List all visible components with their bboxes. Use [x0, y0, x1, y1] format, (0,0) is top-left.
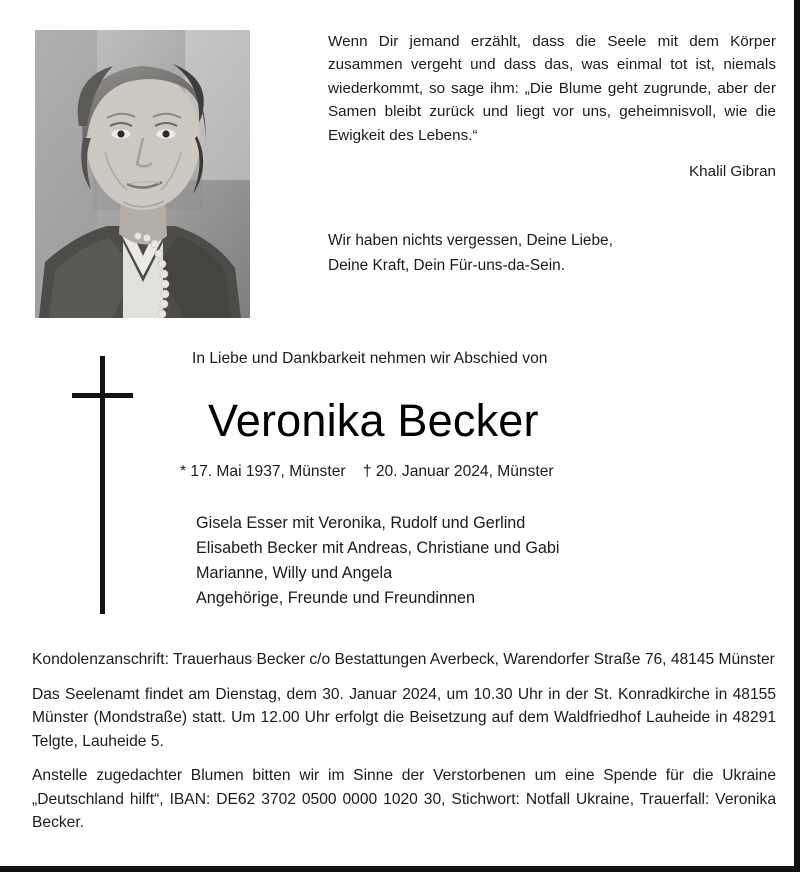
memory-line-1: Wir haben nichts vergessen, Deine Liebe, [328, 232, 613, 249]
survivors-list [196, 511, 680, 611]
lead-in-text: In Liebe und Dankbarkeit nehmen wir Abschied von [192, 350, 548, 367]
memorial-block [150, 348, 680, 611]
list-item: Angehörige, Freunde und Freundinnen [196, 589, 475, 607]
list-item: Marianne, Willy und Angela [196, 564, 393, 582]
cross-horizontal-beam [72, 393, 133, 398]
life-dates: * 17. Mai 1937, Münster † 20. Januar 2024, Münster [180, 463, 554, 480]
list-item: Elisabeth Becker mit Andreas, Christiane und Gabi [196, 539, 560, 557]
quote-text: Wenn Dir jemand erzählt, dass die Seele mit dem Körper zusammen vergeht und dass das, was einmal tot ist, niemals wiederkommt, so sage ihm: „Die Blume geht zugrunde, aber der Samen bleibt zurück und liegt vor uns, geheimnisvoll, wie die Ewigkeit des Lebens.“ [328, 33, 776, 144]
quote-author: Khalil Gibran [689, 163, 776, 181]
condolence-address: Kondolenzanschrift: Trauerhaus Becker c/o Bestattungen Averbeck, Warendorfer Straße 76, 48145 Münster [32, 651, 775, 668]
portrait-photo [35, 30, 250, 318]
information-block [32, 648, 776, 835]
portrait-illustration [35, 30, 250, 318]
notice-header-area [0, 0, 794, 330]
list-item: Gisela Esser mit Veronika, Rudolf und Gerlind [196, 514, 526, 532]
service-details: Das Seelenamt findet am Dienstag, dem 30. Januar 2024, um 10.30 Uhr in der St. Konradkirche in 48155 Münster (Mondstraße) statt. Um 12.00 Uhr erfolgt die Beisetzung auf dem Waldfriedhof Lauheide in 48291 Telgte, Lauheide 5. [32, 685, 776, 750]
cross-icon [60, 352, 150, 618]
donation-request: Anstelle zugedachter Blumen bitten wir im Sinne der Verstorbenen um eine Spende für die Ukraine „Deutschland hilft“, IBAN: DE62 3702 0500 0000 1020 30, Stichwort: Notfall Ukraine, Trauerfall: Veronika Becker. [32, 767, 776, 831]
deceased-name: Veronika Becker [208, 395, 539, 446]
quote-block [328, 30, 776, 183]
memory-line-2: Deine Kraft, Dein Für-uns-da-Sein. [328, 257, 565, 274]
